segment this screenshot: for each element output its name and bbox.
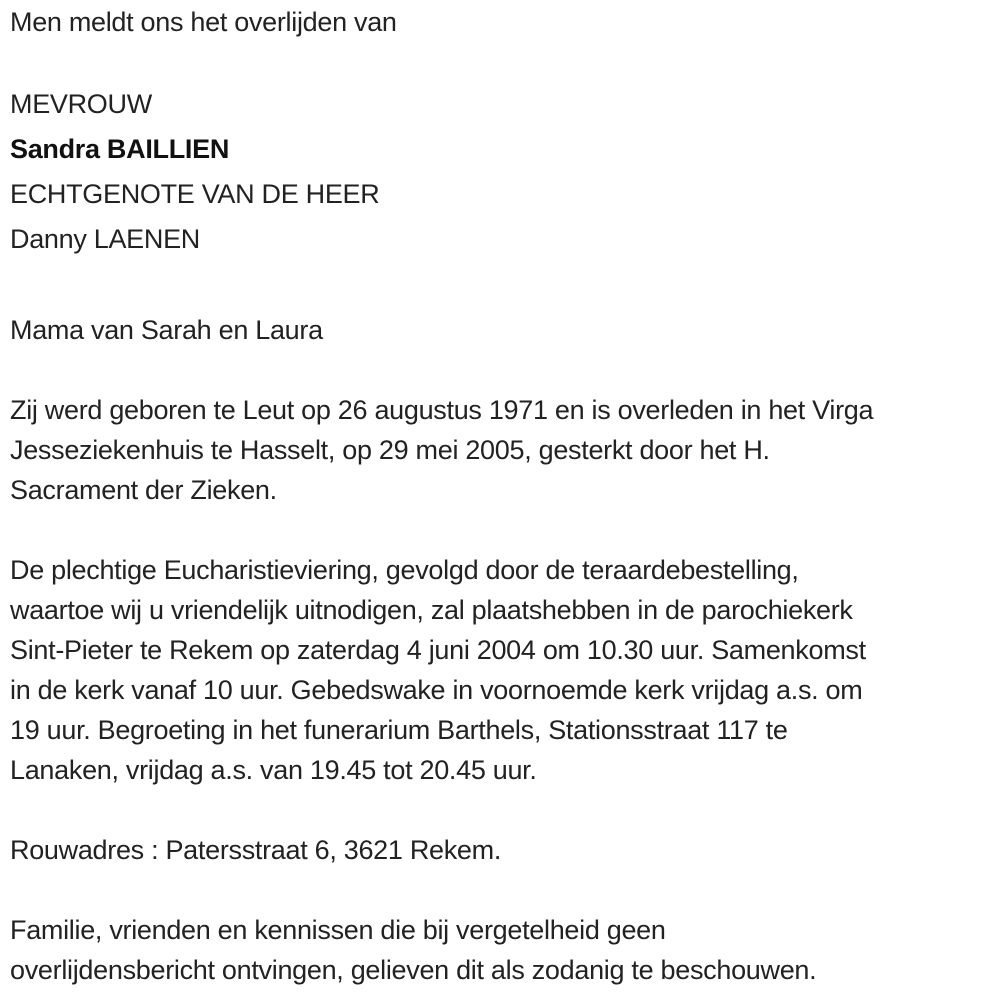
closing-paragraph [10, 910, 990, 990]
closing-line-1: Familie, vrienden en kennissen die bij vergetelheid geen [10, 915, 666, 945]
birth-death-line-3: Sacrament der Zieken. [10, 475, 277, 505]
service-line-4: in de kerk vanaf 10 uur. Gebedswake in voornoemde kerk vrijdag a.s. om [10, 675, 863, 705]
spouse-name: Danny LAENEN [10, 224, 200, 254]
mourning-address-paragraph [10, 830, 990, 870]
deceased-header [10, 82, 990, 262]
service-line-1: De plechtige Eucharistieviering, gevolgd door de teraardebestelling, [10, 555, 799, 585]
closing-line-2: overlijdensbericht ontvingen, gelieven dit als zodanig te beschouwen. [10, 955, 817, 985]
service-paragraph [10, 550, 990, 790]
obituary-notice [10, 2, 990, 990]
intro-paragraph [10, 2, 990, 42]
service-line-5: 19 uur. Begroeting in het funerarium Barthels, Stationsstraat 117 te [10, 715, 788, 745]
birth-death-line-1: Zij werd geboren te Leut op 26 augustus 1971 en is overleden in het Virga [10, 395, 874, 425]
relation-line: ECHTGENOTE VAN DE HEER [10, 179, 380, 209]
mourning-address: Rouwadres : Patersstraat 6, 3621 Rekem. [10, 835, 502, 865]
salutation: MEVROUW [10, 89, 152, 119]
intro-line: Men meldt ons het overlijden van [10, 7, 397, 37]
deceased-name: Sandra BAILLIEN [10, 134, 230, 164]
birth-death-line-2: Jesseziekenhuis te Hasselt, op 29 mei 2005, gesterkt door het H. [10, 435, 770, 465]
service-line-3: Sint-Pieter te Rekem op zaterdag 4 juni 2004 om 10.30 uur. Samenkomst [10, 635, 866, 665]
service-line-6: Lanaken, vrijdag a.s. van 19.45 tot 20.45 uur. [10, 755, 537, 785]
family-line: Mama van Sarah en Laura [10, 315, 323, 345]
family-paragraph [10, 310, 990, 350]
service-line-2: waartoe wij u vriendelijk uitnodigen, zal plaatshebben in de parochiekerk [10, 595, 853, 625]
birth-death-paragraph [10, 390, 990, 510]
